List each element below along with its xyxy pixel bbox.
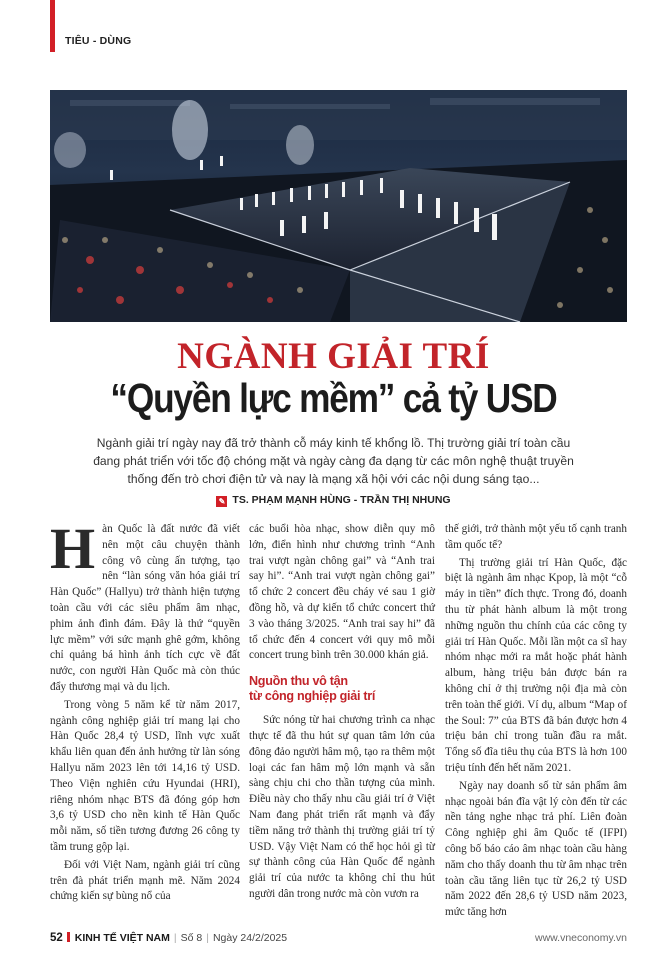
paragraph: Sức nóng từ hai chương trình ca nhạc thực tế đã thu hút sự quan tâm lớn của đông đảo người hâm mộ, tạo ra thêm một loại các fan hâm mộ lớn mạnh và sẵn sàng chịu chi cho thần tượng của mình. Điều này cho thấy nhu cầu giải trí ở Việt Nam đang phát triển rất mạnh và đẩy tiềm năng trở thành thị trường giải trí tỷ USD. Vậy Việt Nam có thể học hỏi gì từ sự thành công của Hàn Quốc để ngành giải trí của nước ta không chỉ thu hút người dân trong nước mà còn vươn ra [249, 714, 435, 900]
lead-paragraph: Ngành giải trí ngày nay đã trở thành cỗ máy kinh tế khổng lồ. Thị trường giải trí toàn cầu đang phát triển với tốc độ chóng mặt và ngày càng đa dạng từ các môn nghệ thuật truyền thống đến trò chơi điện tử và nay là mạng xã hội với các nội dung sáng tạo... [93, 436, 574, 487]
article-column-1 [50, 516, 240, 907]
paragraph: Ngày nay doanh số từ sản phẩm âm nhạc ngoài bán đĩa vật lý còn đến từ các nền tảng nghe nhạc trả phí. Liên đoàn Công nghiệp ghi âm Quốc tế (IFPI) công bố báo cáo âm nhạc toàn cầu hàng năm cho thấy doanh thu từ âm nhạc trên toàn cầu tăng liên tục từ 26,2 tỷ USD năm 2022 đến 28,6 tỷ USD năm 2023, mức tăng hơn [445, 779, 627, 919]
article-column-3 [445, 522, 627, 923]
concert-photo [50, 90, 627, 322]
issue-number: Số 8 [180, 932, 203, 944]
subheading-line-2: từ công nghiệp giải trí [249, 689, 376, 704]
paragraph: àn Quốc là đất nước đã viết nên một câu chuyện thành công vô cùng ấn tượng, tạo nên “làn sóng văn hóa giải trí Hàn Quốc” (Hallyu) trở thành hiện tượng toàn cầu với các siêu phẩm âm nhạc, phim ảnh đình đám. Đây là thứ “quyền lực mềm” với sức mạnh ghê gớm, không chỉ quảng bá hình ảnh tích cực về đất nước, con người Hàn Quốc mà còn thúc đẩy thương mại và du lịch. [50, 523, 240, 693]
headline-line-1: NGÀNH GIẢI TRÍ [177, 336, 490, 377]
hero-photo [50, 90, 627, 322]
paragraph: thế giới, trở thành một yếu tố cạnh tranh tầm quốc tế? [445, 523, 627, 551]
magazine-name: KINH TẾ VIỆT NAM [74, 932, 170, 944]
pen-icon: ✎ [216, 496, 227, 507]
subheading-line-1: Nguồn thu vô tận [249, 674, 348, 689]
issue-date: Ngày 24/2/2025 [212, 932, 288, 944]
paragraph: Thị trường giải trí Hàn Quốc, đặc biệt là ngành âm nhạc Kpop, là một “cỗ máy in tiền” đích thực. Trong đó, doanh thu từ phát hành album là một trong những nguồn thu chính của các công ty giải trí Hàn Quốc. Mỗi lần một ca sĩ hay nhóm nhạc mới ra mắt hoặc phát hành album, hàng triệu bản được bán ra không chỉ ở thị trường nội địa mà còn trên toàn thế giới. Ví dụ, album “Map of the Soul: 7” của BTS đã bán được hơn 4 triệu bản chỉ trong tuần đầu ra mắt. Tổng số đĩa tiêu thụ của BTS là hơn 100 triệu tính đến hết năm 2021. [445, 556, 627, 774]
footer-divider [67, 932, 70, 942]
paragraph: Trong vòng 5 năm kể từ năm 2017, ngành công nghiệp giải trí mang lại cho Hàn Quốc 28,4 tỷ USD, lĩnh vực xuất khẩu liên quan đến ảnh hưởng từ làn sóng Hallyu năm 2023 lên tới 14,16 tỷ USD. Theo Viện nghiên cứu Hyundai (HRI), riêng nhóm nhạc BTS đã đóng góp hơn 3,6 tỷ USD cho nền kinh tế Hàn Quốc mỗi năm, số tiền tương đương 26 công ty tầm trung gộp lại. [50, 698, 240, 853]
section-label: TIÊU - DÙNG [65, 35, 132, 47]
page-number: 52 [50, 932, 63, 944]
section-marker [50, 0, 55, 52]
page-footer: 52 KINH TẾ VIỆT NAM | Số 8 | Ngày 24/2/2025 www.vneconomy.vn [50, 932, 627, 944]
subheading [249, 674, 435, 704]
byline [0, 494, 667, 507]
headline-line-2: “Quyền lực mềm” cả tỷ USD [110, 375, 557, 421]
website-url: www.vneconomy.vn [534, 932, 627, 944]
drop-cap: H [50, 516, 96, 581]
article-column-2 [249, 522, 435, 905]
paragraph: các buổi hòa nhạc, show diễn quy mô lớn, điển hình như chương trình “Anh trai vượt ngàn chông gai” và “Anh trai say hi”. “Anh trai vượt ngàn chông gai” tổ chức 2 concert đều cháy vé sau 1 giờ đồng hồ, và dự kiến tổ chức concert thứ 3 vào tháng 3/2025. “Anh trai say hi” đã tổ chức đến 4 concert với quy mô mỗi concert trung bình trên 30.000 khán giả. [249, 523, 435, 662]
paragraph: Đối với Việt Nam, ngành giải trí cũng trên đà phát triển mạnh mẽ. Năm 2024 chứng kiến sự bùng nổ của [50, 858, 240, 903]
author-names: TS. PHẠM MẠNH HÙNG - TRẦN THỊ NHUNG [232, 494, 451, 506]
